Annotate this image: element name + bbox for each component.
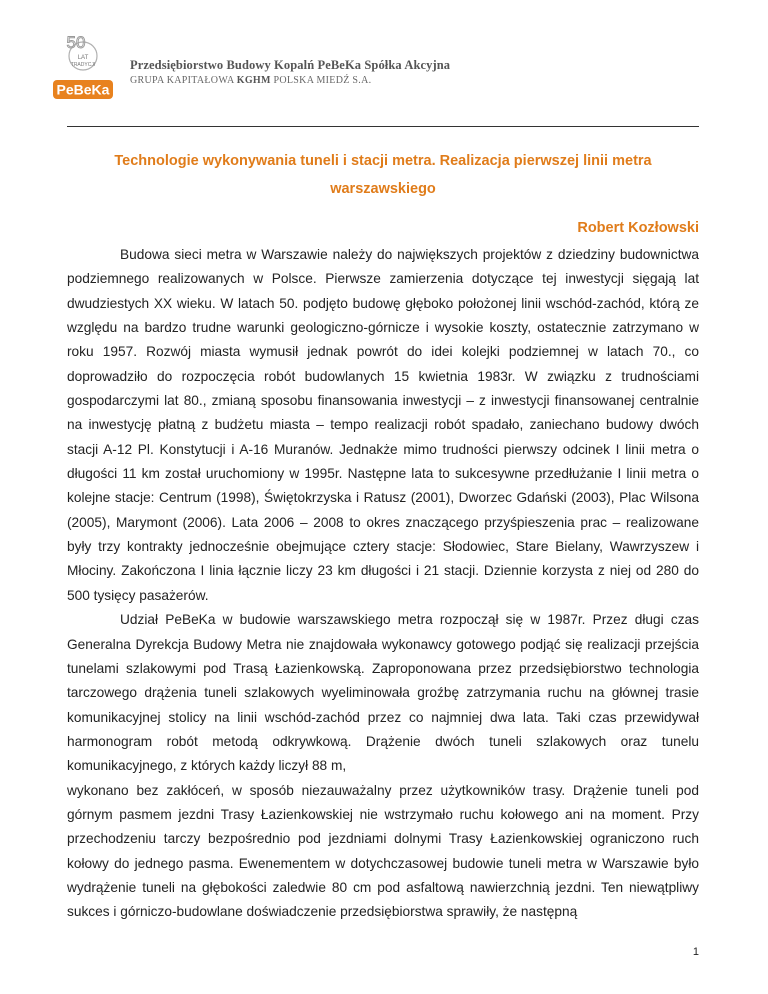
logo-brand-text: PeBeKa bbox=[56, 81, 110, 98]
logo-graphic bbox=[50, 36, 116, 106]
header-divider bbox=[67, 126, 699, 127]
company-group-suffix: POLSKA MIEDŹ S.A. bbox=[270, 75, 372, 86]
paragraph: wykonano bez zakłóceń, w sposób niezauważalny przez użytkowników trasy. Drążenie tuneli pod górnym pasmem jezdni Trasy Łazienkowskiej nie wstrzymało ruchu kołowego ani na moment. Przy przechodzeniu tarczy bezpośrednio pod jezdniami dolnymi Trasy Łazienkowskiej ograniczono ruch kołowy do jednego pasma. Ewenementem w dotychczasowej budowie tuneli metra w Warszawie było wydrążenie tuneli na głębokości zaledwie 80 cm pod asfaltową nawierzchnią jezdni. Ten niewątpliwy sukces i górniczo-budowlane doświadczenie przedsiębiorstwa sprawiły, że następną bbox=[67, 782, 699, 920]
company-group-bold: KGHM bbox=[236, 75, 271, 86]
logo-badge-text-2: TRADYCJI bbox=[70, 62, 96, 68]
article-author: Robert Kozłowski bbox=[577, 220, 699, 236]
article-body bbox=[67, 243, 699, 925]
logo-badge-number: 50 bbox=[66, 36, 86, 52]
company-name: Przedsiębiorstwo Budowy Kopalń PeBeKa Spółka Akcyjna bbox=[130, 58, 451, 72]
paragraph: Budowa sieci metra w Warszawie należy do największych projektów z dziedziny budownictwa podziemnego realizowanych w Polsce. Pierwsze zamierzenia dotyczące tej inwestycji sięgają lat dwudziestych XX wieku. W latach 50. podjęto budowę głęboko położonej linii wschód-zachód, którą ze względu na bardzo trudne warunki geologiczno-górnicze i wysokie koszty, ostatecznie zatrzymano w roku 1957. Rozwój miasta wymusił jednak powrót do idei kolejki podziemnej w latach 70., co doprowadziło do rozpoczęcia robót budowlanych 15 kwietnia 1983r. W związku z trudnościami gospodarczymi lat 80., zmianą sposobu finansowania inwestycji – z inwestycji finansowanej centralnie na inwestycję płatną z budżetu miasta – tempo realizacji robót spadało, zaniechano budowy dwóch stacji A-12 Pl. Konstytucji i A-16 Muranów. Jednakże mimo trudności pierwszy odcinek I linii metra o długości 11 km został uruchomiony w 1995r. Następne lata to sukcesywne przedłużanie I linii metra o kolejne stacje: Centrum (1998), Świętokrzyska i Ratusz (2001), Dworzec Gdański (2003), Plac Wilsona (2005), Marymont (2006). Lata 2006 – 2008 to okres znaczącego przyśpieszenia prac – realizowane były trzy kontrakty jednocześnie obejmujące cztery stacje: Słodowiec, Stare Bielany, Wawrzyszew i Młociny. Zakończona I linia łącznie liczy 23 km długości i 21 stacji. Dziennie korzysta z niej od 280 do 500 tysięcy pasażerów. bbox=[67, 247, 699, 603]
company-group-prefix: GRUPA KAPITAŁOWA bbox=[130, 75, 237, 86]
pebeka-50-years-logo bbox=[50, 36, 116, 106]
paragraph: Udział PeBeKa w budowie warszawskiego metra rozpoczął się w 1987r. Przez długi czas Generalna Dyrekcja Budowy Metra nie znajdowała wykonawcy gotowego podjąć się realizacji przejścia tunelami szlakowymi pod Trasą Łazienkowską. Zaproponowana przez przedsiębiorstwo technologia tarczowego drążenia tuneli szlakowych wyeliminowała groźbę zatrzymania ruchu na głównej trasie komunikacyjnej stolicy na linii wschód-zachód przez co najmniej dwa lata. Taki czas przewidywał harmonogram robót metodą odkrywkową. Drążenie dwóch tuneli szlakowych oraz tunelu komunikacyjnego, z których każdy liczył 88 m, bbox=[67, 612, 699, 774]
page-number: 1 bbox=[692, 946, 699, 958]
article-title: Technologie wykonywania tuneli i stacji metra. Realizacja pierwszej linii metra warszawskiego bbox=[114, 153, 652, 197]
logo-badge-text-1: LAT bbox=[77, 55, 89, 61]
company-group bbox=[130, 75, 371, 86]
